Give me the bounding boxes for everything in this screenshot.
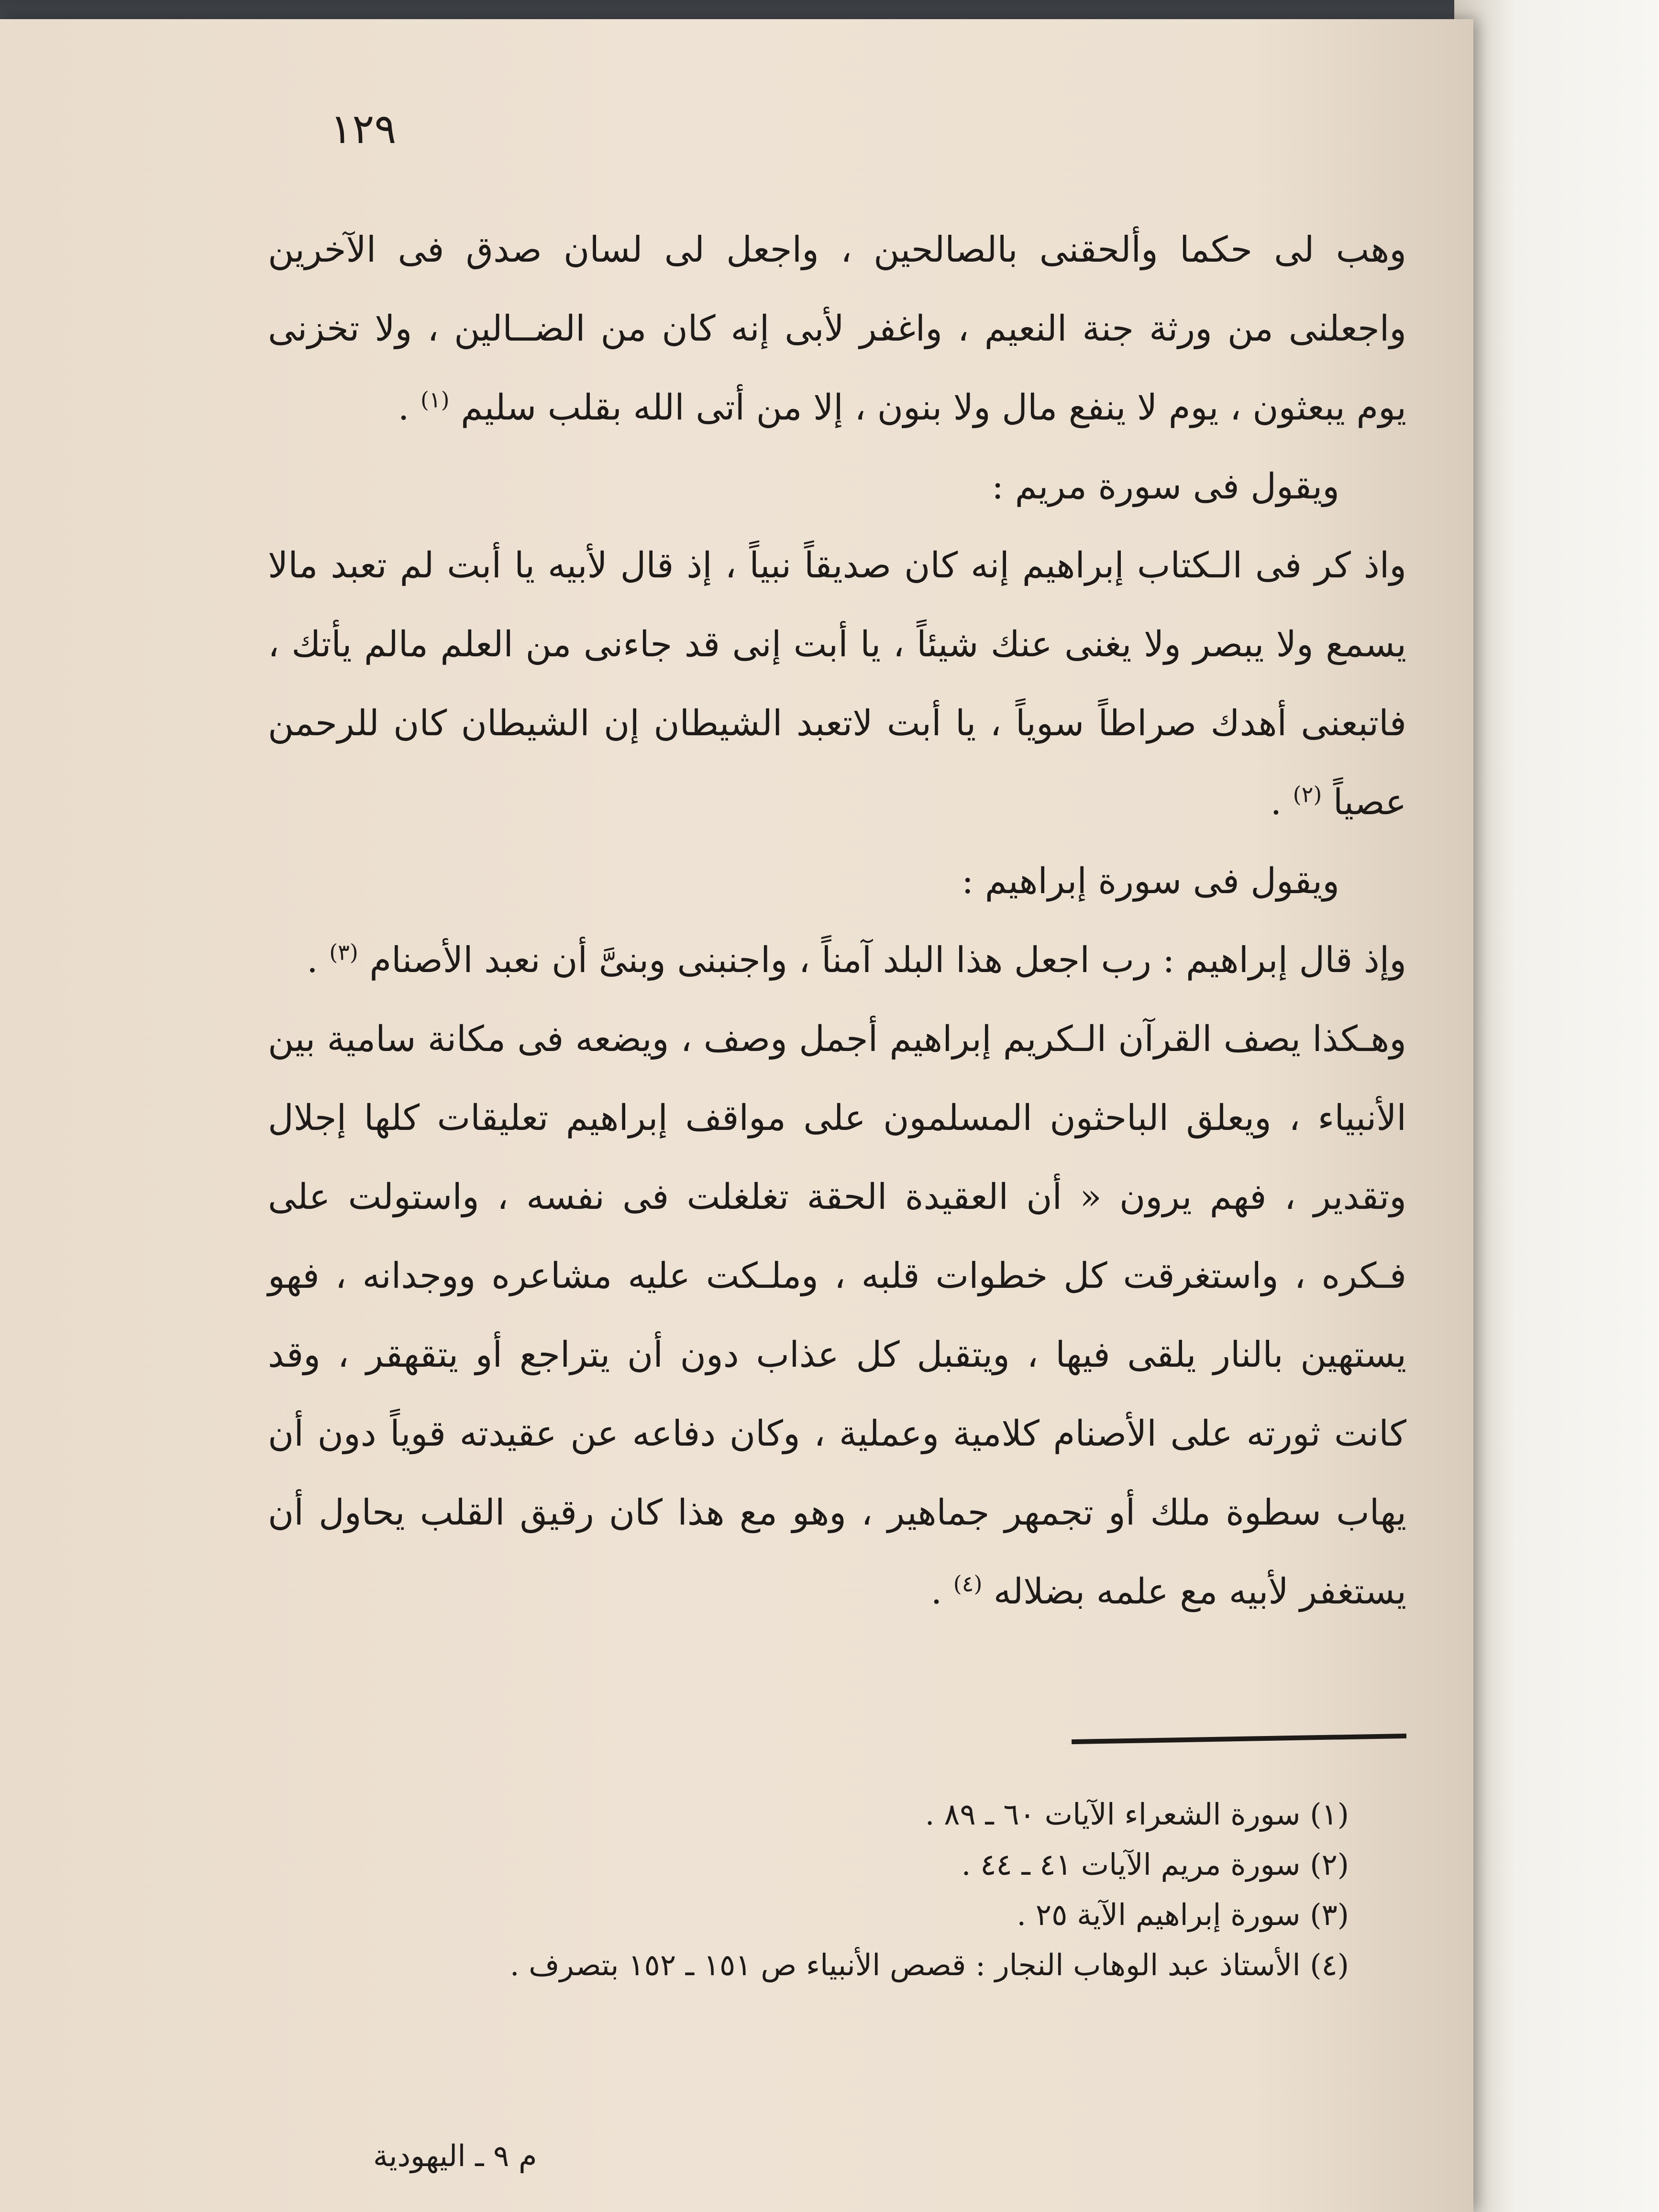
footnote-ref: (١) [420,387,450,413]
footnote-ref: (٤) [953,1571,983,1597]
footnote-item: (٢) سورة مريم الآيات ٤١ ـ ٤٤ . [961,1847,1349,1882]
footnotes [268,1789,1349,1990]
quote-paragraph: وإذ قال إبراهيم : رب اجعل هذا البلد آمناً ، واجنبنى وبنىَّ أن نعبد الأصنام $^{(٣)}$ . [307,939,1406,981]
signature-mark: م ٩ ـ اليهودية [373,2138,537,2173]
footnote-ref: (٣) [329,939,358,965]
footnote-divider [1072,1734,1406,1744]
commentary-text: وهـكذا يصف القرآن الـكريم إبراهيم أجمل وصف ، ويضعه فى مكانة سامية بين الأنبياء ، ويعلق الباحثون المسلمون على مواقف إبراهيم تعليقات كلها إجلال وتقدير ، فهم يرون « أن العقيدة الحقة تغلغلت فى نفسه ، واستولت على فـكره ، واستغرقت كل خطوات قلبه ، وملـكت عليه مشاعره ووجدانه ، فهو يستهين بالنار يلقى فيها ، ويتقبل كل عذاب دون أن يتراجع أو يتقهقر ، وقد كانت ثورته على الأصنام كلامية وعملية ، وكان دفاعه عن عقيدته قوياً دون أن يهاب سطوة ملك أو تجمهر جماهير ، وهو مع هذا كان رقيق القلب يحاول أن يستغفر لأبيه مع علمه بضلاله [268,1018,1406,1612]
body-text [268,210,1406,1631]
footnote-item: (٣) سورة إبراهيم الآية ٢٥ . [1017,1897,1349,1932]
footnote-ref: (٢) [1293,781,1322,807]
book-page [0,19,1473,2212]
commentary-paragraph: وهـكذا يصف القرآن الـكريم إبراهيم أجمل وصف ، ويضعه فى مكانة سامية بين الأنبياء ، ويعلق الباحثون المسلمون على مواقف إبراهيم تعليقات كلها إجلال وتقدير ، فهم يرون « أن العقيدة الحقة تغلغلت فى نفسه ، واستولت على فـكره ، واستغرقت كل خطوات قلبه ، وملـكت عليه مشاعره ووجدانه ، فهو يستهين بالنار يلقى فيها ، ويتقبل كل عذاب دون أن يتراجع أو يتقهقر ، وقد كانت ثورته على الأصنام كلامية وعملية ، وكان دفاعه عن عقيدته قوياً دون أن يهاب سطوة ملك أو تجمهر جماهير ، وهو مع هذا كان رقيق القلب يحاول أن يستغفر لأبيه مع علمه بضلاله $^{(٤)}$ . [268,1018,1406,1612]
facing-page [1454,0,1659,2212]
quote-text: وهب لى حكما وألحقنى بالصالحين ، واجعل لى لسان صدق فى الآخرين واجعلنى من ورثة جنة النعيم ، واغفر لأبى إنه كان من الضــالين ، ولا تخزنى يوم يبعثون ، يوم لا ينفع مال ولا بنون ، إلا من أتى الله بقلب سليم [268,229,1406,428]
page-number: ١٢٩ [330,105,397,153]
quote-paragraph: واذ كر فى الـكتاب إبراهيم إنه كان صديقاً نبياً ، إذ قال لأبيه يا أبت لم تعبد مالا يسمع ولا يبصر ولا يغنى عنك شيئاً ، يا أبت إنى قد جاءنى من العلم مالم يأتك ، فاتبعنى أهدك صراطاً سوياً ، يا أبت لاتعبد الشيطان إن الشيطان كان للرحمن عصياً $^{(٢)}$ . [268,545,1406,823]
section-intro: ويقول فى سورة مريم : [992,466,1339,507]
quote-paragraph: وهب لى حكما وألحقنى بالصالحين ، واجعل لى لسان صدق فى الآخرين واجعلنى من ورثة جنة النعيم ، واغفر لأبى إنه كان من الضــالين ، ولا تخزنى يوم يبعثون ، يوم لا ينفع مال ولا بنون ، إلا من أتى الله بقلب سليم $^{(١)}$ . [268,229,1406,428]
section-intro: ويقول فى سورة إبراهيم : [962,861,1339,902]
footnote-item: (٤) الأستاذ عبد الوهاب النجار : قصص الأنبياء ص ١٥١ ـ ١٥٢ بتصرف . [509,1947,1349,1982]
quote-text: واذ كر فى الـكتاب إبراهيم إنه كان صديقاً نبياً ، إذ قال لأبيه يا أبت لم تعبد مالا يسمع ولا يبصر ولا يغنى عنك شيئاً ، يا أبت إنى قد جاءنى من العلم مالم يأتك ، فاتبعنى أهدك صراطاً سوياً ، يا أبت لاتعبد الشيطان إن الشيطان كان للرحمن عصياً [268,545,1406,823]
quote-text: وإذ قال إبراهيم : رب اجعل هذا البلد آمناً ، واجنبنى وبنىَّ أن نعبد الأصنام [369,940,1406,981]
footnote-item: (١) سورة الشعراء الآيات ٦٠ ـ ٨٩ . [925,1797,1349,1832]
